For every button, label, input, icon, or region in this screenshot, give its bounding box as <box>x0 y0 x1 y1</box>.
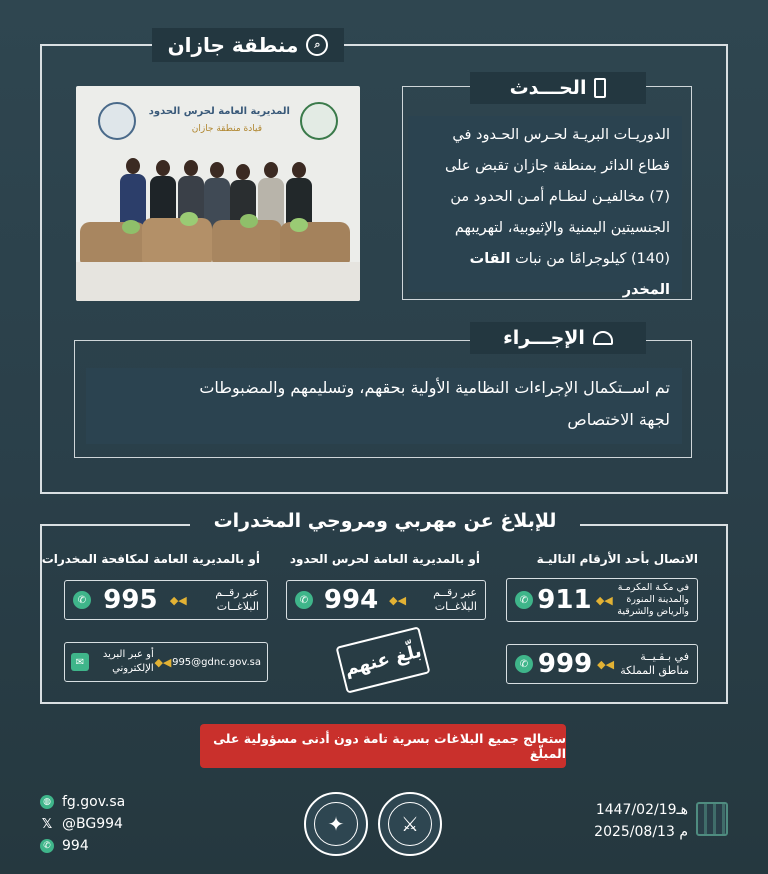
search-location-icon: ⌕ <box>306 34 328 56</box>
report-frame-bottom <box>40 702 728 704</box>
phone-icon: ✆ <box>73 591 91 609</box>
event-line-5 <box>420 244 670 306</box>
arrow-icon: ◆◀ <box>595 593 613 607</box>
hijri-date: 1447/02/19هـ <box>595 802 688 818</box>
footer-website[interactable]: fg.gov.sa <box>62 794 126 810</box>
frame-bottom <box>40 492 728 494</box>
report-frame-top-right <box>580 524 728 526</box>
event-line-3: (7) مخالفيـن لنظـام أمـن الحدود من <box>450 189 670 205</box>
photo-wall-sign <box>94 100 342 144</box>
person-head-6 <box>264 162 278 178</box>
frame-top-left <box>40 44 152 46</box>
event-text <box>408 116 682 298</box>
event-line-2: قطاع الدائر بمنطقة جازان تقبض على <box>445 158 670 174</box>
person-head-5 <box>236 164 250 180</box>
event-line-5-text: (140) كيلوجرامًا من نبات <box>515 251 670 267</box>
siren-icon <box>593 331 613 345</box>
emblem-icon: ✦ <box>314 802 358 846</box>
calendar-icon <box>696 802 728 836</box>
report-title: للإبلاغ عن مهربي ومروجي المخدرات <box>213 510 557 532</box>
confidentiality-notice <box>200 724 566 768</box>
action-line-1: تم اســتكمال الإجراءات النظامية الأولية بحقهم، وتسليمهم والمضبوطات <box>199 378 670 397</box>
number-911-label: في مكـة المكرمـة والمدينة المنورة والرياض والشرقية <box>617 582 689 617</box>
event-heading: الحـــدث <box>509 77 587 99</box>
khat-bundle-2 <box>180 212 198 226</box>
logo-right-icon <box>300 102 338 140</box>
frame-left <box>40 44 42 494</box>
person-head-2 <box>156 160 170 176</box>
person-head-3 <box>184 160 198 176</box>
action-text <box>86 368 682 444</box>
photo-floor <box>76 262 360 301</box>
event-tag <box>470 72 646 104</box>
footer-website-row[interactable] <box>40 794 125 810</box>
region-title: منطقة جازان <box>167 33 299 57</box>
report-them-stamp <box>335 626 430 693</box>
photo-sign-text: المديرية العامة لحرس الحدود <box>148 106 290 117</box>
seizure-photo <box>76 86 360 301</box>
event-line-1: الدوريـات البريـة لحـرس الحـدود في <box>452 127 670 143</box>
person-head-4 <box>210 162 224 178</box>
event-highlight: القات المخدر <box>469 251 670 298</box>
footer-phone[interactable]: 994 <box>62 838 89 854</box>
action-tag <box>470 322 646 354</box>
frame-top-right <box>344 44 728 46</box>
number-995-label: عبر رقــم البلاغــات <box>215 586 259 613</box>
event-line-4: الجنسيتين اليمنية والإثيوبية، لتهريبهم <box>454 220 670 236</box>
col1-head: الاتصال بأحد الأرقام التاليـة <box>536 552 698 566</box>
sack-2 <box>142 218 212 264</box>
number-999: 999 <box>537 649 593 679</box>
number-999-box[interactable] <box>506 644 698 684</box>
number-994-label: عبر رقــم البلاغــات <box>433 586 477 613</box>
number-995-box[interactable] <box>64 580 268 620</box>
greg-date: 2025/08/13 م <box>594 824 688 840</box>
number-994: 994 <box>323 585 379 615</box>
frame-right <box>726 44 728 494</box>
phone-icon: ✆ <box>515 655 533 673</box>
arrow-icon: ◆◀ <box>169 593 187 607</box>
action-heading: الإجـــراء <box>503 327 585 349</box>
anti-narcotics-seal <box>304 792 368 856</box>
khat-bundle-3 <box>240 214 258 228</box>
number-911: 911 <box>537 585 592 615</box>
footer-x-handle[interactable]: @BG994 <box>62 816 123 832</box>
number-999-label: في بـقـيــة مناطق المملكة <box>620 650 689 677</box>
border-guard-seal <box>378 792 442 856</box>
person-head-1 <box>126 158 140 174</box>
region-tag <box>152 28 344 62</box>
globe-icon: ◍ <box>40 795 54 809</box>
footer-x-row[interactable] <box>40 816 123 832</box>
email-address[interactable]: 995@gdnc.gov.sa <box>172 656 261 668</box>
phone-icon: ✆ <box>515 591 533 609</box>
phone-icon: ✆ <box>40 839 54 853</box>
report-frame-left <box>40 524 42 704</box>
number-994-box[interactable] <box>286 580 486 620</box>
footer-phone-row[interactable] <box>40 838 89 854</box>
photo-sign-subtext: قيادة منطقة جازان <box>191 124 262 134</box>
phone-icon: ✆ <box>295 591 313 609</box>
notice-text: ستعالج جميع البلاغات بسرية تامة دون أدنى مسؤولية على المبلّغ <box>213 731 566 761</box>
report-frame-right <box>726 524 728 704</box>
col3-head: أو بالمديرية العامة لمكافحة المخدرات <box>41 552 260 566</box>
email-label: أو عبر البريد الإلكتروني <box>102 649 154 674</box>
report-frame-top-left <box>40 524 190 526</box>
col2-head: أو بالمديرية العامة لحرس الحدود <box>289 552 480 566</box>
arrow-icon: ◆◀ <box>597 657 615 671</box>
email-icon: ✉ <box>71 653 89 671</box>
radio-icon <box>594 78 606 98</box>
number-911-box[interactable] <box>506 578 698 622</box>
email-box[interactable] <box>64 642 268 682</box>
number-995: 995 <box>103 585 158 615</box>
x-icon: 𝕏 <box>41 816 53 832</box>
logo-left-icon <box>98 102 136 140</box>
khat-bundle-1 <box>122 220 140 234</box>
palm-swords-icon: ⚔ <box>388 802 432 846</box>
khat-bundle-4 <box>290 218 308 232</box>
arrow-icon: ◆◀ <box>154 655 172 669</box>
action-line-2: لجهة الاختصاص <box>567 410 670 429</box>
person-head-7 <box>292 162 306 178</box>
stamp-text: بلّغ عنهم <box>342 640 424 680</box>
arrow-icon: ◆◀ <box>389 593 407 607</box>
